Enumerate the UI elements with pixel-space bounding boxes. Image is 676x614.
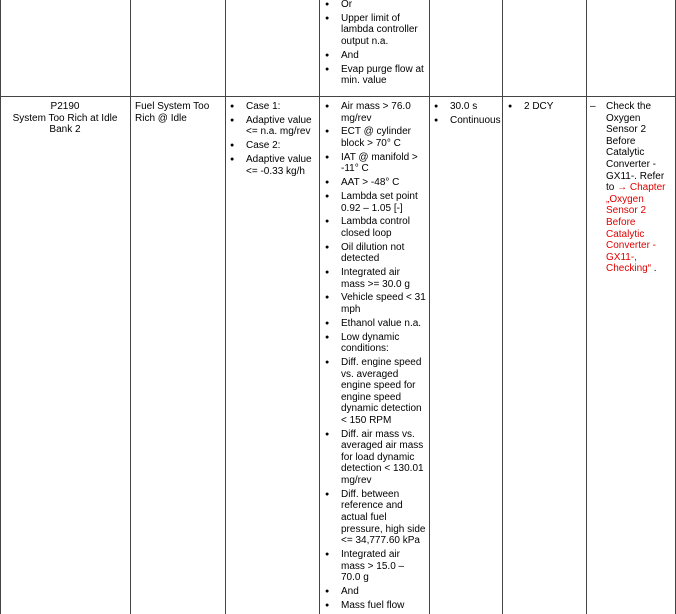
list-item: ● Adaptive value <= -0.33 kg/h [230,154,316,177]
list-item: ● Oil dilution not detected [325,242,426,265]
list-item: ● Air mass > 76.0 mg/rev [325,101,426,124]
mil-cell [508,101,584,115]
dtc-name: System Too Rich at Idle Bank 2 [12,112,118,136]
list-item: ● Mass fuel flow [325,600,426,612]
list-item: ● Diff. air mass vs. averaged air mass for load dynamic detection < 130.01 mg/rev [325,429,426,487]
list-item: ● AAT > -48° C [325,177,426,189]
list-item: ● And [325,586,426,598]
list-item: ● And [325,50,425,62]
list-item: ● Lambda set point 0.92 – 1.05 [-] [325,191,426,214]
list-item: ● Ethanol value n.a. [325,318,426,330]
list-item: ● Upper limit of lambda controller output n.a. [325,13,425,48]
malfunction-criteria-cell [230,101,316,179]
list-item: ● Continuous [434,115,500,127]
list-item: ● Integrated air mass > 15.0 – 70.0 g [325,549,426,584]
action-cell [590,101,674,275]
description-cell [135,101,220,124]
list-item: ● Diff. engine speed vs. averaged engine speed for engine speed dynamic detection < 150 RPM [325,357,426,427]
top-row-conditions [325,0,425,89]
list-item: ● 2 DCY [508,101,584,113]
chapter-link[interactable]: → Chapter „Oxygen Sensor 2 Before Catalytic Converter - GX11-, Checking“ [606,182,666,275]
list-item: ● Case 2: [230,140,316,152]
list-item: ● 30.0 s [434,101,500,113]
dash-bullet: – [590,101,596,112]
action-text-block [606,101,674,275]
list-item: ● Vehicle speed < 31 mph [325,292,426,315]
list-item: ● Low dynamic conditions: [325,332,426,355]
list-item: ● IAT @ manifold > -11° C [325,152,426,175]
list-item: ● Diff. between reference and actual fuel pressure, high side <= 34,777.60 kPa [325,489,426,547]
dtc-code: P2190 [50,101,80,112]
list-item: ● Adaptive value <= n.a. mg/rev [230,115,316,138]
dtc-cell [4,101,126,136]
fault-description: Fuel System Too Rich @ Idle [135,101,210,124]
list-item: ● Evap purge flow at min. value [325,64,425,87]
list-item: ● Case 1: [230,101,316,113]
enable-conditions-cell [325,101,426,614]
action-end: . [651,263,657,275]
time-required-cell [434,101,500,129]
list-item: ● ECT @ cylinder block > 70° C [325,126,426,149]
list-item: ● Integrated air mass >= 30.0 g [325,267,426,290]
action-text: Check the Oxygen Sensor 2 Before Catalytic Converter - GX11-. Refer to [606,101,665,194]
list-item: ● Lambda control closed loop [325,216,426,239]
list-item: ● Or [325,0,425,11]
